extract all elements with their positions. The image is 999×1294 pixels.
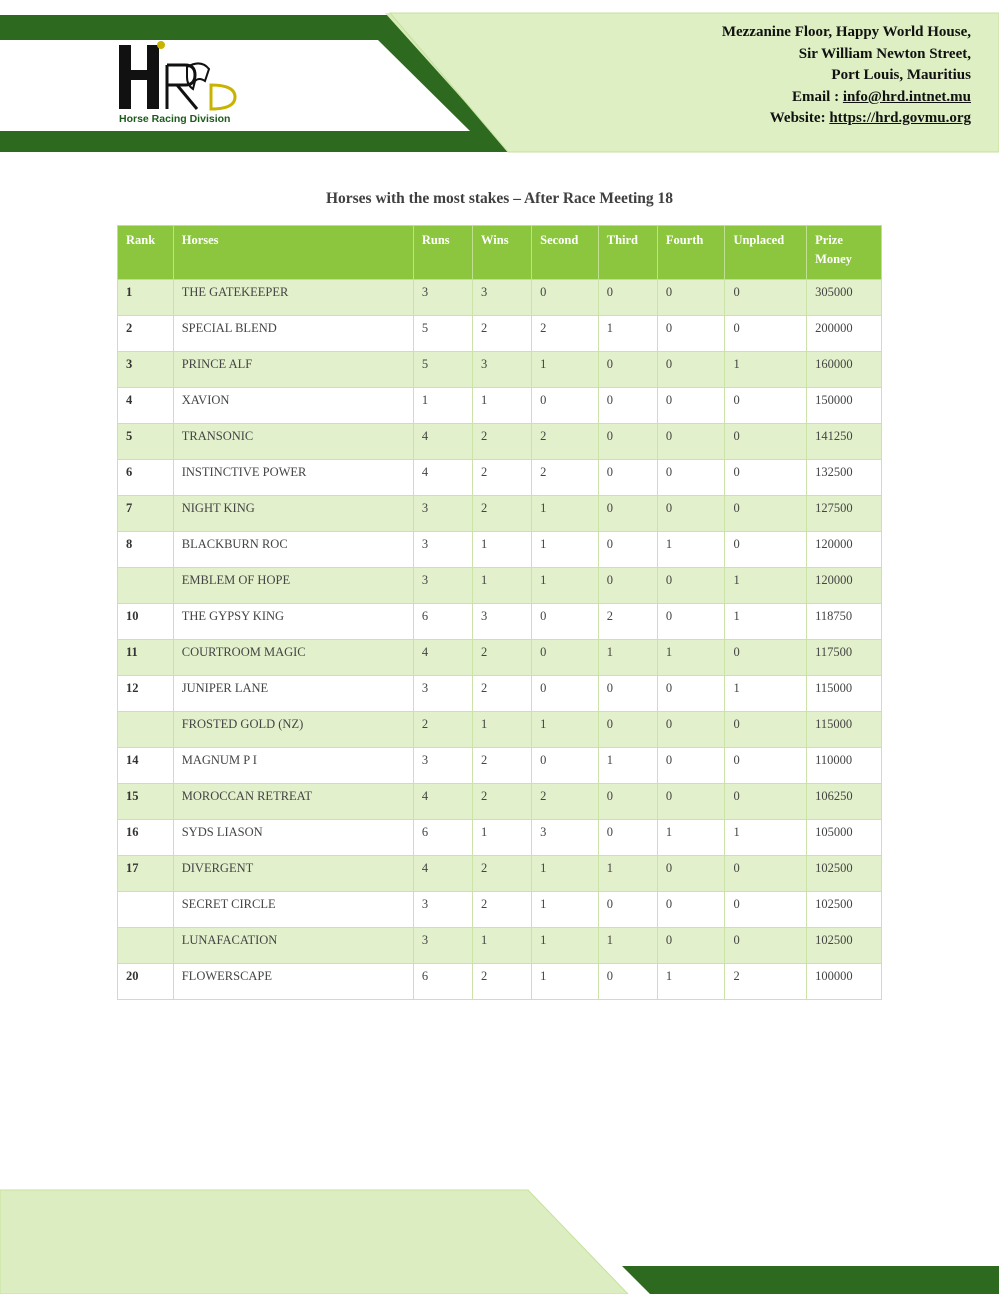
cell-second: 1 xyxy=(532,928,599,964)
cell-prize-money: 102500 xyxy=(807,856,882,892)
cell-horse: COURTROOM MAGIC xyxy=(173,640,413,676)
table-row xyxy=(118,604,882,640)
cell-fourth: 0 xyxy=(657,496,725,532)
email-link[interactable]: info@hrd.intnet.mu xyxy=(842,88,971,105)
cell-prize-money: 100000 xyxy=(807,964,882,1000)
col-header-third: Third xyxy=(598,226,657,280)
cell-prize-money: 120000 xyxy=(807,532,882,568)
table-row xyxy=(118,496,882,532)
address-line-2: Sir William Newton Street, xyxy=(798,45,971,62)
cell-runs: 3 xyxy=(413,928,472,964)
cell-fourth: 0 xyxy=(657,784,725,820)
cell-rank: 8 xyxy=(118,532,174,568)
cell-fourth: 0 xyxy=(657,892,725,928)
cell-wins: 2 xyxy=(473,460,532,496)
cell-fourth: 1 xyxy=(657,964,725,1000)
cell-third: 0 xyxy=(598,280,657,316)
cell-runs: 4 xyxy=(413,856,472,892)
cell-third: 0 xyxy=(598,352,657,388)
cell-prize-money: 110000 xyxy=(807,748,882,784)
cell-wins: 3 xyxy=(473,280,532,316)
cell-wins: 2 xyxy=(473,964,532,1000)
col-header-fourth: Fourth xyxy=(657,226,725,280)
cell-second: 3 xyxy=(532,820,599,856)
cell-prize-money: 117500 xyxy=(807,640,882,676)
cell-unplaced: 1 xyxy=(725,568,807,604)
cell-fourth: 1 xyxy=(657,640,725,676)
cell-second: 2 xyxy=(532,316,599,352)
table-row xyxy=(118,424,882,460)
cell-horse: SECRET CIRCLE xyxy=(173,892,413,928)
cell-prize-money: 132500 xyxy=(807,460,882,496)
cell-third: 1 xyxy=(598,928,657,964)
table-row xyxy=(118,460,882,496)
cell-rank: 20 xyxy=(118,964,174,1000)
cell-horse: BLACKBURN ROC xyxy=(173,532,413,568)
email-line xyxy=(722,87,971,109)
cell-horse: TRANSONIC xyxy=(173,424,413,460)
col-header-second: Second xyxy=(532,226,599,280)
cell-wins: 1 xyxy=(473,532,532,568)
cell-rank: 12 xyxy=(118,676,174,712)
cell-prize-money: 102500 xyxy=(807,892,882,928)
logo-caption: Horse Racing Division xyxy=(119,113,231,125)
cell-second: 1 xyxy=(532,856,599,892)
cell-third: 0 xyxy=(598,784,657,820)
cell-prize-money: 150000 xyxy=(807,388,882,424)
cell-unplaced: 1 xyxy=(725,820,807,856)
cell-rank: 7 xyxy=(118,496,174,532)
cell-horse: MAGNUM P I xyxy=(173,748,413,784)
cell-runs: 6 xyxy=(413,820,472,856)
cell-second: 1 xyxy=(532,568,599,604)
cell-unplaced: 0 xyxy=(725,316,807,352)
address-block xyxy=(722,22,971,130)
cell-rank: 2 xyxy=(118,316,174,352)
cell-unplaced: 0 xyxy=(725,712,807,748)
cell-second: 1 xyxy=(532,892,599,928)
cell-prize-money: 160000 xyxy=(807,352,882,388)
cell-prize-money: 127500 xyxy=(807,496,882,532)
cell-second: 0 xyxy=(532,280,599,316)
table-row xyxy=(118,640,882,676)
cell-fourth: 0 xyxy=(657,352,725,388)
cell-runs: 4 xyxy=(413,640,472,676)
cell-horse: JUNIPER LANE xyxy=(173,676,413,712)
cell-horse: LUNAFACATION xyxy=(173,928,413,964)
cell-fourth: 0 xyxy=(657,748,725,784)
cell-horse: MOROCCAN RETREAT xyxy=(173,784,413,820)
cell-fourth: 0 xyxy=(657,568,725,604)
cell-wins: 2 xyxy=(473,892,532,928)
cell-runs: 4 xyxy=(413,460,472,496)
website-link[interactable]: https://hrd.govmu.org xyxy=(829,110,971,126)
cell-runs: 3 xyxy=(413,532,472,568)
cell-horse: NIGHT KING xyxy=(173,496,413,532)
cell-third: 0 xyxy=(598,892,657,928)
cell-third: 0 xyxy=(598,388,657,424)
table-row xyxy=(118,712,882,748)
cell-wins: 1 xyxy=(473,388,532,424)
col-header-wins: Wins xyxy=(473,226,532,280)
cell-second: 0 xyxy=(532,388,599,424)
cell-fourth: 0 xyxy=(657,280,725,316)
cell-horse: THE GATEKEEPER xyxy=(173,280,413,316)
cell-horse: FLOWERSCAPE xyxy=(173,964,413,1000)
cell-wins: 3 xyxy=(473,352,532,388)
cell-rank: 10 xyxy=(118,604,174,640)
cell-horse: PRINCE ALF xyxy=(173,352,413,388)
cell-third: 0 xyxy=(598,424,657,460)
cell-prize-money: 305000 xyxy=(807,280,882,316)
cell-horse: THE GYPSY KING xyxy=(173,604,413,640)
address-line-1: Mezzanine Floor, Happy World House, xyxy=(721,24,971,40)
table-row xyxy=(118,352,882,388)
cell-fourth: 0 xyxy=(657,388,725,424)
cell-fourth: 0 xyxy=(657,928,725,964)
cell-unplaced: 0 xyxy=(725,892,807,928)
footer-band xyxy=(0,1186,999,1294)
cell-wins: 3 xyxy=(473,604,532,640)
cell-prize-money: 115000 xyxy=(807,712,882,748)
cell-rank xyxy=(118,928,174,964)
cell-runs: 6 xyxy=(413,964,472,1000)
cell-third: 0 xyxy=(598,460,657,496)
cell-runs: 4 xyxy=(413,424,472,460)
cell-prize-money: 120000 xyxy=(807,568,882,604)
cell-fourth: 0 xyxy=(657,604,725,640)
col-header-rank: Rank xyxy=(118,226,174,280)
table-row xyxy=(118,280,882,316)
cell-unplaced: 0 xyxy=(725,532,807,568)
cell-fourth: 0 xyxy=(657,424,725,460)
cell-prize-money: 141250 xyxy=(807,424,882,460)
cell-second: 0 xyxy=(532,604,599,640)
cell-wins: 2 xyxy=(473,496,532,532)
cell-unplaced: 2 xyxy=(725,964,807,1000)
cell-horse: INSTINCTIVE POWER xyxy=(173,460,413,496)
cell-fourth: 1 xyxy=(657,820,725,856)
cell-runs: 3 xyxy=(413,280,472,316)
table-row xyxy=(118,928,882,964)
table-row xyxy=(118,964,882,1000)
cell-wins: 2 xyxy=(473,784,532,820)
cell-prize-money: 105000 xyxy=(807,820,882,856)
cell-unplaced: 0 xyxy=(725,784,807,820)
cell-horse: FROSTED GOLD (NZ) xyxy=(173,712,413,748)
cell-second: 0 xyxy=(532,640,599,676)
table-body xyxy=(118,280,882,1000)
cell-second: 1 xyxy=(532,532,599,568)
cell-runs: 2 xyxy=(413,712,472,748)
cell-wins: 1 xyxy=(473,712,532,748)
table-row xyxy=(118,784,882,820)
cell-third: 2 xyxy=(598,604,657,640)
cell-runs: 3 xyxy=(413,892,472,928)
website-line xyxy=(722,108,971,130)
cell-rank: 11 xyxy=(118,640,174,676)
table-row xyxy=(118,388,882,424)
cell-runs: 3 xyxy=(413,568,472,604)
cell-rank: 3 xyxy=(118,352,174,388)
cell-rank: 16 xyxy=(118,820,174,856)
table-row xyxy=(118,748,882,784)
cell-second: 1 xyxy=(532,712,599,748)
cell-rank: 4 xyxy=(118,388,174,424)
cell-second: 0 xyxy=(532,748,599,784)
cell-horse: XAVION xyxy=(173,388,413,424)
cell-third: 0 xyxy=(598,676,657,712)
cell-second: 2 xyxy=(532,460,599,496)
cell-second: 1 xyxy=(532,496,599,532)
cell-rank: 14 xyxy=(118,748,174,784)
cell-second: 2 xyxy=(532,784,599,820)
cell-wins: 2 xyxy=(473,856,532,892)
cell-second: 0 xyxy=(532,676,599,712)
cell-fourth: 0 xyxy=(657,460,725,496)
cell-prize-money: 102500 xyxy=(807,928,882,964)
cell-unplaced: 0 xyxy=(725,460,807,496)
cell-fourth: 0 xyxy=(657,316,725,352)
cell-second: 1 xyxy=(532,352,599,388)
cell-prize-money: 106250 xyxy=(807,784,882,820)
cell-unplaced: 0 xyxy=(725,280,807,316)
col-header-horses: Horses xyxy=(173,226,413,280)
page-title: Horses with the most stakes – After Race Meeting 18 xyxy=(325,190,674,207)
cell-fourth: 1 xyxy=(657,532,725,568)
cell-third: 0 xyxy=(598,964,657,1000)
cell-runs: 3 xyxy=(413,676,472,712)
cell-rank: 5 xyxy=(118,424,174,460)
cell-third: 1 xyxy=(598,640,657,676)
cell-second: 1 xyxy=(532,964,599,1000)
cell-runs: 5 xyxy=(413,352,472,388)
cell-runs: 6 xyxy=(413,604,472,640)
cell-prize-money: 115000 xyxy=(807,676,882,712)
cell-runs: 3 xyxy=(413,748,472,784)
cell-unplaced: 0 xyxy=(725,856,807,892)
table-row xyxy=(118,892,882,928)
cell-wins: 2 xyxy=(473,424,532,460)
cell-rank xyxy=(118,892,174,928)
stakes-table xyxy=(117,225,882,1000)
cell-horse: SPECIAL BLEND xyxy=(173,316,413,352)
cell-third: 1 xyxy=(598,856,657,892)
table-row xyxy=(118,568,882,604)
cell-horse: SYDS LIASON xyxy=(173,820,413,856)
address-line-3: Port Louis, Mauritius xyxy=(831,67,971,83)
cell-rank: 15 xyxy=(118,784,174,820)
cell-wins: 2 xyxy=(473,316,532,352)
cell-prize-money: 118750 xyxy=(807,604,882,640)
cell-wins: 1 xyxy=(473,928,532,964)
cell-unplaced: 1 xyxy=(725,352,807,388)
col-header-runs: Runs xyxy=(413,226,472,280)
cell-horse: DIVERGENT xyxy=(173,856,413,892)
email-label: Email : xyxy=(792,88,843,105)
cell-third: 0 xyxy=(598,568,657,604)
website-label: Website: xyxy=(769,110,830,126)
cell-rank xyxy=(118,712,174,748)
cell-runs: 3 xyxy=(413,496,472,532)
cell-runs: 5 xyxy=(413,316,472,352)
cell-unplaced: 0 xyxy=(725,928,807,964)
cell-third: 0 xyxy=(598,820,657,856)
cell-prize-money: 200000 xyxy=(807,316,882,352)
cell-runs: 1 xyxy=(413,388,472,424)
cell-unplaced: 0 xyxy=(725,748,807,784)
cell-horse: EMBLEM OF HOPE xyxy=(173,568,413,604)
cell-wins: 2 xyxy=(473,676,532,712)
cell-unplaced: 0 xyxy=(725,496,807,532)
cell-unplaced: 1 xyxy=(725,604,807,640)
cell-unplaced: 1 xyxy=(725,676,807,712)
cell-unplaced: 0 xyxy=(725,424,807,460)
cell-third: 0 xyxy=(598,496,657,532)
cell-rank: 1 xyxy=(118,280,174,316)
cell-wins: 1 xyxy=(473,568,532,604)
table-row xyxy=(118,820,882,856)
table-row xyxy=(118,856,882,892)
cell-third: 0 xyxy=(598,712,657,748)
table-row xyxy=(118,316,882,352)
table-header-row xyxy=(118,226,882,280)
col-header-prize-money: Prize Money xyxy=(807,226,882,280)
table-row xyxy=(118,532,882,568)
col-header-unplaced: Unplaced xyxy=(725,226,807,280)
table-row xyxy=(118,676,882,712)
cell-third: 0 xyxy=(598,532,657,568)
cell-fourth: 0 xyxy=(657,712,725,748)
cell-rank xyxy=(118,568,174,604)
cell-third: 1 xyxy=(598,316,657,352)
cell-rank: 17 xyxy=(118,856,174,892)
cell-wins: 2 xyxy=(473,640,532,676)
cell-wins: 2 xyxy=(473,748,532,784)
cell-unplaced: 0 xyxy=(725,640,807,676)
cell-rank: 6 xyxy=(118,460,174,496)
cell-unplaced: 0 xyxy=(725,388,807,424)
cell-third: 1 xyxy=(598,748,657,784)
cell-fourth: 0 xyxy=(657,856,725,892)
cell-second: 2 xyxy=(532,424,599,460)
cell-runs: 4 xyxy=(413,784,472,820)
cell-wins: 1 xyxy=(473,820,532,856)
cell-fourth: 0 xyxy=(657,676,725,712)
